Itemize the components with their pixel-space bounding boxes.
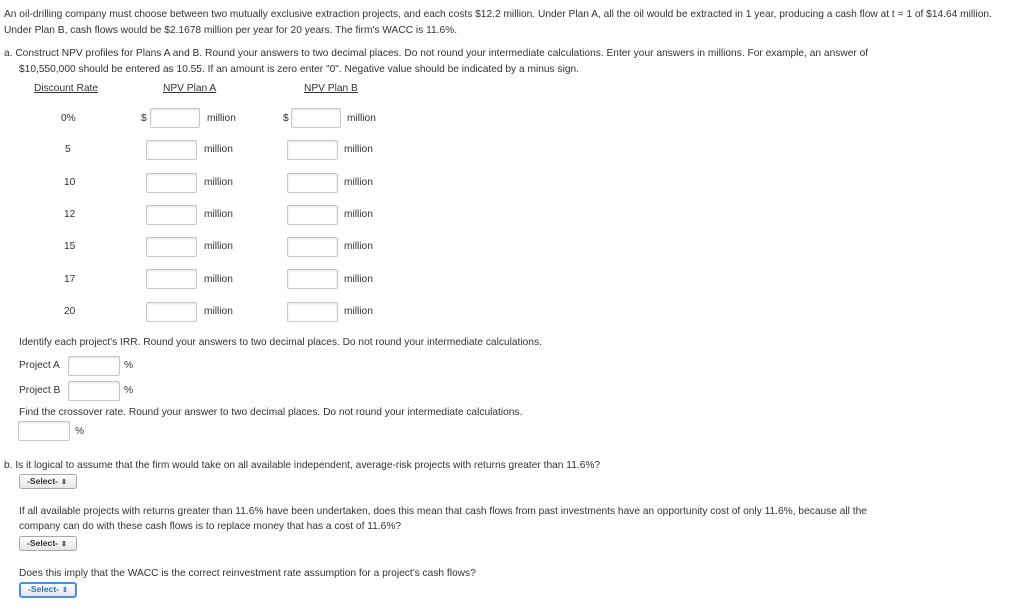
percent-sign: % [124,385,134,396]
select-label: -Select- [28,584,60,594]
irr-prompt: Identify each project's IRR. Round your answers to two decimal places. Do not round your intermediate calculations. [19,337,542,348]
rate-label: 15 [64,241,76,252]
unit-label: million [344,241,373,252]
unit-label: million [204,177,233,188]
npv-plan-a-input[interactable] [150,108,200,128]
part-b-question-3: Does this imply that the WACC is the correct reinvestment rate assumption for a project's cash flows? [19,568,476,579]
unit-label: million [204,209,233,220]
npv-plan-b-input[interactable] [291,108,341,128]
problem-intro: An oil-drilling company must choose between two mutually exclusive extraction projects, and each costs $12.2 million. Under Plan A, all the oil would be extracted in 1 year, producing a cash flow at t = 1 of $14.64 million. Under Plan B, cash flows would be $2.1678 million per year for 20 years. The firm's WACC is 11.6%. [4,9,992,36]
currency-sign: $ [283,113,289,124]
project-b-label: Project B [19,385,61,396]
npv-plan-a-input[interactable] [146,269,197,289]
irr-project-a-input[interactable] [68,356,120,376]
percent-sign: % [124,360,134,371]
unit-label: million [344,144,373,155]
rate-label: 12 [64,209,76,220]
unit-label: million [344,177,373,188]
unit-label: million [204,274,233,285]
npv-plan-b-input[interactable] [287,173,338,193]
answer-select-3[interactable] [19,582,77,598]
part-b-question-2: If all available projects with returns greater than 11.6% have been undertaken, does this mean that cash flows from past investments have an opportunity cost of only 11.6%, because all the [19,506,867,517]
rate-label: 10 [64,177,76,188]
select-label: -Select- [27,538,59,548]
header-npv-plan-b: NPV Plan B [304,83,358,94]
part-a-instructions-cont: $10,550,000 should be entered as 10.55. If an amount is zero enter "0". Negative value should be indicated by a minus sign. [19,64,579,75]
select-arrows-icon: ⇕ [61,479,67,486]
unit-label: million [347,113,376,124]
rate-label: 5 [65,144,71,155]
rate-label: 0% [61,113,76,124]
npv-plan-a-input[interactable] [146,302,197,322]
npv-plan-b-input[interactable] [287,302,338,322]
currency-sign: $ [141,113,147,124]
rate-label: 20 [64,306,76,317]
npv-plan-a-input[interactable] [146,140,197,160]
unit-label: million [344,306,373,317]
npv-plan-b-input[interactable] [287,237,338,257]
part-b-question-1: b. Is it logical to assume that the firm would take on all available independent, average-risk projects with returns greater than 11.6%? [4,460,601,471]
unit-label: million [344,274,373,285]
irr-project-b-input[interactable] [68,381,120,401]
npv-plan-b-input[interactable] [287,205,338,225]
npv-plan-a-input[interactable] [146,237,197,257]
npv-plan-b-input[interactable] [287,140,338,160]
answer-select-1[interactable] [19,474,77,489]
unit-label: million [344,209,373,220]
unit-label: million [204,241,233,252]
crossover-prompt: Find the crossover rate. Round your answer to two decimal places. Do not round your intermediate calculations. [19,407,523,418]
part-b-question-2-cont: company can do with these cash flows is to replace money that has a cost of 11.6%? [19,521,402,532]
npv-plan-a-input[interactable] [146,205,197,225]
header-npv-plan-a: NPV Plan A [163,83,217,94]
project-a-label: Project A [19,360,60,371]
part-a-instructions: a. Construct NPV profiles for Plans A and B. Round your answers to two decimal places. Do not round your intermediate calculations. Enter your answers in millions. For example, an answer of [4,48,869,59]
unit-label: million [204,144,233,155]
header-discount-rate: Discount Rate [34,83,98,94]
select-arrows-icon: ⇕ [62,587,68,594]
unit-label: million [204,306,233,317]
npv-plan-a-input[interactable] [146,173,197,193]
unit-label: million [207,113,236,124]
select-label: -Select- [27,476,59,486]
rate-label: 17 [64,274,76,285]
answer-select-2[interactable] [19,536,77,551]
crossover-rate-input[interactable] [18,421,70,441]
select-arrows-icon: ⇕ [61,541,67,548]
percent-sign: % [75,426,85,437]
npv-plan-b-input[interactable] [287,269,338,289]
